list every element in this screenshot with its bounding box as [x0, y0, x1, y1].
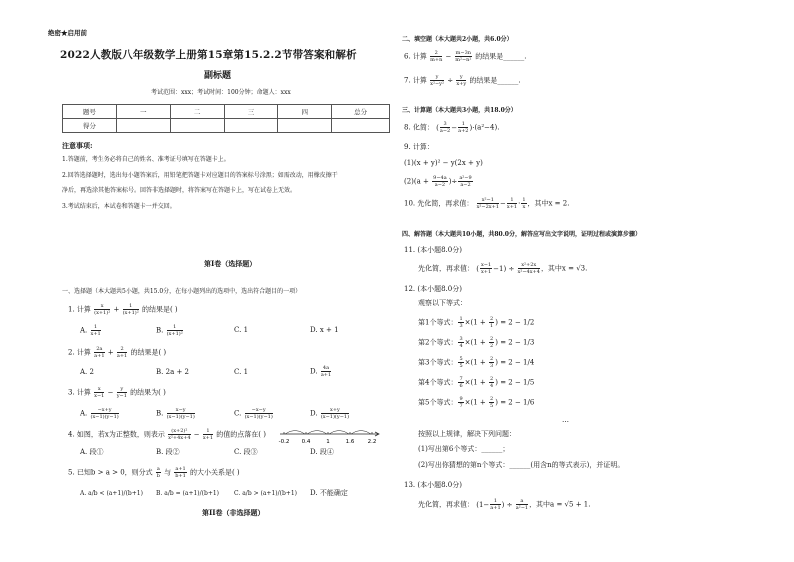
option-text: 2a + 2 [165, 368, 190, 376]
denominator: b+1 [175, 473, 186, 479]
fraction: $\frac{\text{x²−1}}{\text{x²−2x+1}}$ [476, 197, 499, 210]
denominator: y−1 [116, 393, 127, 399]
question-2 [68, 346, 166, 359]
question-number: 9. [404, 143, 411, 151]
score-cell [332, 119, 390, 133]
question-number: 5. [68, 468, 75, 477]
fraction [94, 346, 104, 359]
option-label: C. [234, 326, 242, 334]
fraction [203, 428, 213, 441]
fraction: $\frac{x-1}{x+1}$ [480, 262, 492, 275]
numerator: x [94, 303, 110, 310]
option-text: 1 [243, 326, 249, 334]
option-label: C. [234, 448, 242, 456]
operator: − [193, 430, 200, 439]
question-number: 8. [404, 123, 411, 132]
question-12-task: 按照以上规律，解决下列问题： [418, 430, 516, 438]
denominator: a+1 [94, 353, 105, 359]
part2-heading: 第II卷（非选择题） [202, 508, 265, 517]
fraction: $\frac{\text{x²+2x}}{\text{x²−4x+4}}$ [517, 262, 540, 275]
fraction [174, 466, 186, 479]
option-label: C. [234, 490, 241, 497]
question-stem: (a²−4). [474, 123, 500, 132]
denominator: m²−n² [455, 57, 472, 63]
question-stem: 已知b > a > 0，则分式 [76, 468, 153, 477]
option-a [80, 407, 120, 420]
option-text: 不能确定 [319, 489, 348, 497]
option-text: 段④ [319, 448, 334, 456]
option-label: B. [156, 368, 164, 376]
question-number: 10. [404, 199, 416, 208]
option-label: D. [310, 409, 318, 418]
question-12-intro: 观察以下等式： [418, 299, 467, 307]
score-cell [224, 119, 278, 133]
fraction [167, 407, 195, 420]
option-label: C. [234, 409, 242, 418]
option-text: 段② [165, 448, 180, 456]
equation-row: 第4个等式： $\frac{7}{6}$ ×(1 + $\frac{2}{4}$ ) = 2 − 1/5 [418, 376, 535, 389]
denominator: x+1 [90, 331, 101, 337]
option-c [234, 326, 248, 335]
question-number: 11. [404, 246, 416, 254]
question-9-part-2 [404, 175, 474, 188]
question-stem: 先化简，再求值： [418, 500, 474, 509]
option-label: D. [310, 367, 318, 376]
score-cell [278, 119, 332, 133]
fraction [455, 50, 472, 63]
question-number: 7. [404, 76, 411, 85]
question-number: 2. [68, 348, 75, 357]
option-d [310, 365, 332, 378]
question-stem: 计算 [76, 388, 91, 397]
score-cell [170, 119, 224, 133]
option-b [156, 448, 180, 457]
number-line-segment [329, 431, 349, 435]
number-line-label: -0.2 [278, 439, 290, 445]
numerator: 2 [430, 50, 442, 57]
denominator: (x−1)(y−1) [244, 414, 273, 420]
number-line-segment [351, 431, 371, 435]
operator: 与 [164, 468, 172, 477]
numerator: y [456, 74, 466, 81]
fraction [91, 407, 119, 420]
fraction [321, 407, 349, 420]
question-stem: )÷ [448, 177, 458, 186]
question-stem: 的结果是( ) [130, 348, 167, 357]
choice-section-title: 一、选择题（本大题共5小题，共15.0分，在每小题列出的选项中，选出符合题目的一项） [62, 288, 302, 295]
option-d [310, 489, 348, 498]
option-a [80, 448, 104, 457]
option-label: D. [310, 489, 318, 497]
score-header-cell: 总分 [332, 105, 390, 119]
option-label: C. [234, 368, 242, 376]
question-number: 1. [68, 305, 75, 314]
number-line-segment [285, 431, 305, 435]
option-d [310, 326, 339, 335]
fraction: $\frac{1}{x+1}$ [506, 197, 518, 210]
equation-label: 第3个等式： [418, 358, 458, 367]
fraction [245, 407, 273, 420]
equation-row: 第5个等式： $\frac{9}{7}$ ×(1 + $\frac{2}{5}$ ) = 2 − 1/6 [418, 396, 535, 409]
question-12-header [404, 285, 462, 294]
denominator: x²−y² [430, 81, 444, 87]
denominator: x²+4x+4 [168, 435, 191, 441]
fraction: $\frac{a}{\text{a²−1}}$ [515, 498, 529, 511]
question-number: 3. [68, 388, 75, 397]
option-b [156, 368, 189, 377]
option-label: A. [80, 490, 87, 497]
question-9 [404, 143, 434, 152]
question-score: (本小题8.0分) [417, 481, 462, 489]
denominator: (x+1)² [94, 310, 111, 316]
question-11-header [404, 246, 462, 255]
score-header-cell: 三 [224, 105, 278, 119]
number-line-label: 1 [326, 439, 330, 445]
option-label: B. [156, 409, 164, 418]
score-cell [116, 119, 170, 133]
numerator: a [156, 466, 160, 472]
numerator: 1 [123, 303, 139, 310]
denominator: a+1 [320, 372, 332, 378]
score-table [62, 104, 390, 133]
question-stem: 的结果是______. [475, 52, 527, 61]
denominator: (x+1)² [122, 310, 139, 316]
option-text: a/b > (a+1)/(b+1) [242, 490, 297, 497]
equation-tail: = 2 − 1/2 [500, 318, 535, 327]
numerator: 2 [117, 346, 127, 353]
equation-tail: = 2 − 1/6 [500, 398, 535, 407]
fraction [430, 50, 442, 63]
fraction: $\frac{1}{x}$ [522, 197, 526, 210]
numerator: x+y [321, 407, 349, 414]
fraction [156, 466, 161, 479]
question-5 [68, 466, 240, 479]
question-stem: 计算 [412, 52, 427, 61]
numerator: y [117, 386, 127, 393]
question-stem: 的值的点落在( ) [216, 430, 266, 439]
equation-label: 第4个等式： [418, 378, 458, 387]
question-score: (本小题8.0分) [417, 246, 462, 254]
option-d [310, 407, 350, 420]
right-column [400, 0, 750, 562]
equation-row: 第1个等式： $\frac{1}{3}$ ×(1 + $\frac{2}{1}$ ) = 2 − 1/2 [418, 316, 535, 329]
fraction [117, 386, 127, 399]
secret-mark: 绝密★启用前 [48, 29, 87, 37]
option-b [156, 324, 184, 337]
numerator: x [94, 386, 104, 393]
notes-heading: 注意事项: [62, 141, 93, 150]
equation-tail: = 2 − 1/5 [500, 378, 535, 387]
question-number: 6. [404, 52, 411, 61]
option-a [80, 489, 143, 498]
question-stem: 的结果是______. [469, 76, 521, 85]
calc-section-title: 三、计算题（本大题共3小题，共18.0分） [402, 107, 517, 114]
question-number: 12. [404, 285, 416, 293]
numerator: (x+2)² [168, 428, 190, 435]
denominator: b [156, 473, 160, 479]
option-text: a/b = (a+1)/(b+1) [164, 490, 220, 497]
question-4 [68, 428, 266, 441]
question-stem: 的结果是( ) [141, 305, 178, 314]
denominator: (x+1)² [166, 331, 183, 337]
fraction [123, 303, 139, 316]
operator: − [445, 52, 452, 61]
operator: + [113, 305, 120, 314]
question-1 [68, 303, 178, 316]
question-stem: 计算 [412, 76, 427, 85]
ellipsis: … [562, 416, 569, 424]
number-line-segment [307, 431, 327, 435]
fraction: $\frac{3}{a-2}$ [439, 121, 451, 134]
fraction [94, 303, 110, 316]
equation-tail: = 2 − 1/4 [500, 358, 535, 367]
question-13-header [404, 481, 462, 490]
equation-row: 第3个等式： $\frac{5}{5}$ ×(1 + $\frac{2}{3}$ ) = 2 − 1/4 [418, 356, 535, 369]
question-score: (本小题8.0分) [417, 285, 462, 293]
option-c [234, 448, 258, 457]
operator: ÷ [447, 76, 454, 85]
fraction [430, 74, 444, 87]
question-number: 4. [68, 430, 75, 439]
option-text: 1 [243, 368, 249, 376]
denominator: (x−1)(y−1) [166, 414, 195, 420]
number-line-label: 2.2 [367, 439, 377, 445]
question-stem: 先化简，再求值： [418, 264, 474, 273]
score-header-cell: 二 [170, 105, 224, 119]
question-11: 先化简，再求值： ( $\frac{x-1}{x+1}$ −1) ÷ $\frac{\text{x²+2x}}{\text{x²−4x+4}}$ ，其中x = √3. [418, 262, 588, 275]
option-label: A. [80, 409, 88, 418]
option-label: A. [80, 326, 88, 335]
fraction [321, 365, 331, 378]
option-label: D. [310, 326, 318, 334]
equation-label: 第1个等式： [418, 318, 458, 327]
numerator: 4a [321, 365, 331, 372]
fraction [117, 346, 127, 359]
option-label: D. [310, 448, 318, 456]
question-8 [404, 121, 499, 134]
equation-tail: = 2 − 1/3 [500, 338, 535, 347]
question-7 [404, 74, 521, 87]
option-text: a/b < (a+1)/(b+1) [88, 490, 143, 497]
numerator: y [430, 74, 444, 81]
question-stem: 先化简，再求值： [417, 199, 474, 208]
option-b [156, 489, 219, 498]
score-table-header-row [63, 105, 390, 119]
number-line-label: 0.4 [301, 439, 311, 445]
page-title: 2022人教版八年级数学上册第15章第15.2.2节带答案和解析 [60, 49, 357, 61]
option-c [234, 407, 274, 420]
score-header-cell: 一 [116, 105, 170, 119]
number-line-label: 1.6 [345, 439, 355, 445]
fraction: $\frac{1}{a+1}$ [490, 498, 501, 511]
fraction [91, 324, 101, 337]
option-text: 段③ [243, 448, 258, 456]
numerator: x−y [167, 407, 195, 414]
question-stem: 的结果为( ) [130, 388, 166, 397]
question-6 [404, 50, 526, 63]
exam-info: 考试范围：xxx；考试时间：100分钟；命题人：xxx [151, 89, 291, 96]
left-column [48, 0, 384, 562]
score-header-cell: 四 [278, 105, 332, 119]
operator: + [107, 348, 114, 357]
numerator: −x+y [91, 407, 119, 414]
option-text: 2 [89, 368, 94, 376]
note-item: 2.回答选择题时，选出每小题答案后，用铅笔把答题卡对应题目的答案标号涂黑；如需改动，用橡皮擦干 [62, 172, 338, 179]
fraction: $\frac{1}{a+2}$ [458, 121, 469, 134]
fraction [94, 386, 104, 399]
numerator: m−3n [455, 50, 471, 56]
option-d [310, 448, 334, 457]
numerator: 1 [91, 324, 101, 331]
question-stem: ，其中x = 2. [527, 199, 570, 208]
numerator: 1 [167, 324, 183, 331]
page-subtitle: 副标题 [204, 71, 232, 81]
answer-section-title: 四、解答题（本大题共10小题，共80.0分，解答应写出文字说明，证明过程或演算步骤） [402, 231, 641, 238]
expression: ( $\frac{3}{a-2}$ − $\frac{1}{a+2}$ )· [436, 121, 475, 134]
operator: − [107, 388, 114, 397]
question-13: 先化简，再求值： (1− $\frac{1}{a+1}$ ) ÷ $\frac{a}{\text{a²−1}}$ ，其中a = √5 + 1. [418, 498, 591, 511]
option-label: A. [80, 368, 88, 376]
question-9-part-1: (1)(x + y)² − y(2x + y) [404, 159, 483, 167]
option-text: x + 1 [319, 326, 339, 334]
option-a [80, 324, 102, 337]
question-stem: 化简： [412, 123, 434, 132]
denominator: x−1 [94, 393, 105, 399]
question-stem: ，其中a = √5 + 1. [529, 500, 591, 509]
denominator: x+y [456, 81, 467, 87]
question-stem: 计算： [412, 143, 434, 151]
denominator: a+1 [116, 353, 128, 359]
denominator: x+1 [202, 435, 214, 441]
option-label: B. [156, 326, 164, 335]
numerator: 1 [203, 428, 213, 435]
option-label: B. [156, 448, 164, 456]
question-stem: ，其中x = √3. [540, 264, 588, 273]
equation-label: 第2个等式： [418, 338, 458, 347]
question-stem: (2)(a + [404, 177, 429, 186]
number-line-figure [278, 424, 382, 446]
equation-row: 第2个等式： $\frac{3}{4}$ ×(1 + $\frac{2}{2}$ ) = 2 − 1/3 [418, 336, 535, 349]
question-stem: 如图，若x为正整数，则表示 [76, 430, 165, 439]
denominator: (x−1)(y−1) [90, 414, 119, 420]
denominator: m+n [430, 57, 443, 63]
option-c [234, 368, 248, 377]
note-item: 3.考试结束后，本试卷和答题卡一并交回。 [62, 203, 176, 210]
denominator: (x−1)(y−1) [320, 414, 350, 420]
numerator: a+1 [175, 466, 186, 472]
note-item: 净后，再选涂其他答案标号。回答非选择题时，将答案写在答题卡上，写在试卷上无效。 [62, 187, 297, 194]
option-a [80, 368, 94, 377]
fraction [167, 324, 183, 337]
option-b [156, 407, 196, 420]
option-label: A. [80, 448, 88, 456]
note-item: 1.答题前，考生务必将自己的姓名、准考证号填写在答题卡上。 [62, 156, 230, 163]
numerator: −x−y [245, 407, 273, 414]
fraction [456, 74, 466, 87]
question-number: 13. [404, 481, 416, 489]
option-c [234, 489, 297, 498]
option-text: 段① [89, 448, 104, 456]
fraction [168, 428, 190, 441]
score-row-label: 得分 [63, 119, 117, 133]
question-12-task-2: (2)写出你猜想的第n个等式：______(用含n的等式表示)，并证明。 [418, 461, 625, 469]
option-label: B. [156, 490, 163, 497]
fraction: $\frac{\text{a²−9}}{a-2}$ [459, 175, 472, 188]
part1-heading: 第I卷（选择题） [204, 259, 257, 268]
question-12-task-1: (1)写出第6个等式：______； [418, 445, 510, 453]
score-header-cell: 题号 [63, 105, 117, 119]
numerator: 2a [94, 346, 104, 353]
fraction: $\frac{9-4a}{a-2}$ [433, 175, 447, 188]
question-stem: 计算 [76, 348, 91, 357]
equation-label: 第5个等式： [418, 398, 458, 407]
question-stem: 计算 [76, 305, 91, 314]
score-table-row [63, 119, 390, 133]
question-stem: 的大小关系是( ) [189, 468, 240, 477]
fill-section-title: 二、填空题（本大题共2小题，共6.0分） [402, 36, 513, 43]
question-10: 10. 先化简，再求值： $\frac{\text{x²−1}}{\text{x²−2x+1}}$ − $\frac{1}{x+1}$ · $\frac{1}{x}$ ，其中x = 2. [404, 197, 570, 210]
question-3 [68, 386, 166, 399]
